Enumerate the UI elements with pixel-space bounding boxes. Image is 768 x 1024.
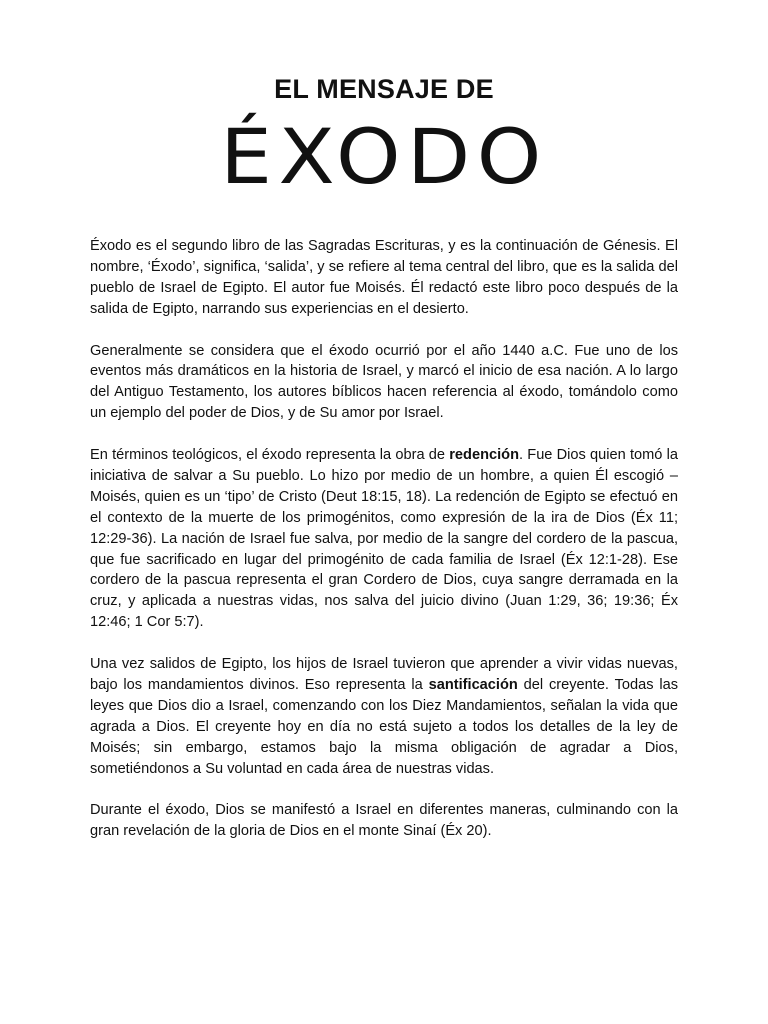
document-body — [90, 236, 678, 863]
paragraph-3-text-after: . Fue Dios quien tomó la iniciativa de salvar a Su pueblo. Lo hizo por medio de un hombre, a quien Él escogió – Moisés, quien es un ‘tipo’ de Cristo (Deut 18:15, 18). La redención de Egipto se efectuó en el contexto de la muerte de los primogénitos, como expresión de la ira de Dios (Éx 11; 12:29-36). La nación de Israel fue salva, por medio de la sangre del cordero de la pascua, que fue sacrificado en lugar del primogénito de cada familia de Israel (Éx 12:1-28). Ese cordero de la pascua representa el gran Cordero de Dios, cuya sangre derramada en la cruz, y aplicada a nuestras vidas, nos salva del juicio divino (Juan 1:29, 36; 19:36; Éx 12:46; 1 Cor 5:7). — [90, 447, 679, 631]
paragraph-1: Éxodo es el segundo libro de las Sagradas Escrituras, y es la continuación de Génesis. El nombre, ‘Éxodo’, significa, ‘salida’, y se refiere al tema central del libro, que es la salida del pueblo de Israel de Egipto. El autor fue Moisés. Él redactó este libro poco después de la salida de Egipto, narrando sus experiencias en el desierto. — [90, 238, 678, 317]
paragraph-4-text-before: Una vez salidos de Egipto, los hijos de Israel tuvieron que aprender a vivir vidas nuevas, bajo los mandamientos divinos. Eso representa la — [90, 656, 678, 693]
paragraph-3 — [90, 445, 678, 633]
paragraph-4 — [90, 654, 678, 779]
document-title-line1: EL MENSAJE DE — [274, 74, 494, 104]
keyword-redencion: redención — [449, 447, 519, 464]
paragraph-3-text-before: En términos teológicos, el éxodo representa la obra de — [90, 447, 450, 464]
paragraph-2: Generalmente se considera que el éxodo ocurrió por el año 1440 a.C. Fue uno de los eventos más dramáticos en la historia de Israel, y marcó el inicio de esa nación. A lo largo del Antiguo Testamento, los autores bíblicos hacen referencia al éxodo, tomándolo como un ejemplo del poder de Dios, y de Su amor por Israel. — [90, 342, 678, 422]
keyword-santificacion: santificación — [428, 676, 518, 693]
paragraph-4-text-after: del creyente. Todas las leyes que Dios dio a Israel, comenzando con los Diez Mandamientos, señalan la vida que agrada a Dios. El creyente hoy en día no está sujeto a todos los detalles de la ley de Moisés; sin embargo, estamos bajo la misma obligación de agradar a Dios, sometiéndonos a Su voluntad en cada área de nuestras vidas. — [90, 676, 678, 777]
paragraph-5: Durante el éxodo, Dios se manifestó a Israel en diferentes maneras, culminando con la gran revelación de la gloria de Dios en el monte Sinaí (Éx 20). — [90, 802, 678, 840]
document-title-line2: ÉXODO — [220, 112, 548, 201]
